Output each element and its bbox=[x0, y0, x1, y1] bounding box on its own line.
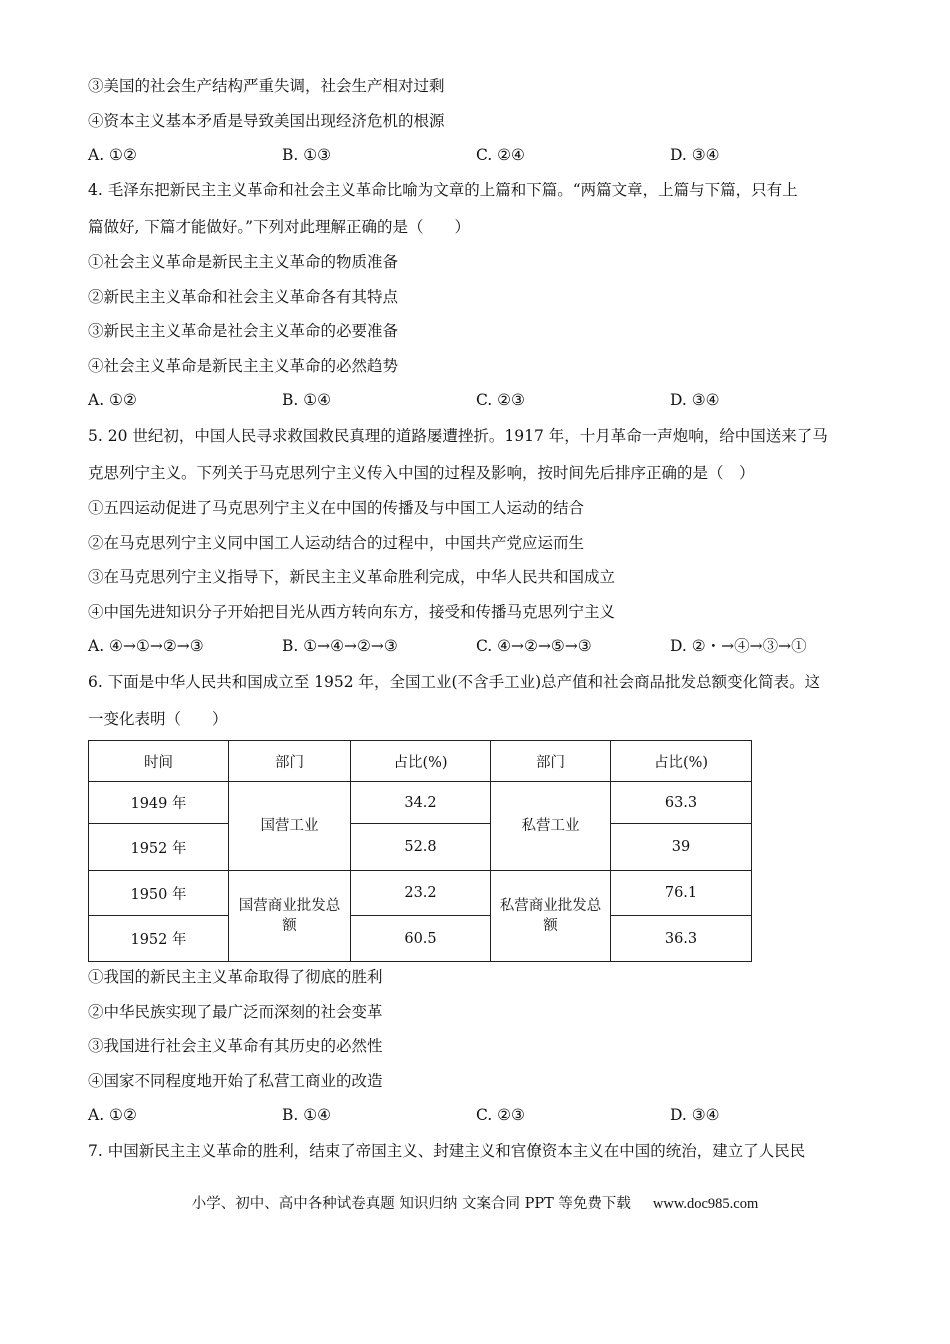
q5-option-d: D. ②・→④→③→① bbox=[670, 637, 807, 655]
q6-statement-3: ③我国进行社会主义革命有其历史的必然性 bbox=[88, 1037, 383, 1055]
q6-statement-2: ②中华民族实现了最广泛而深刻的社会变革 bbox=[88, 1003, 383, 1021]
q6-option-d: D. ③④ bbox=[670, 1106, 720, 1124]
year-cell: 1950 年 bbox=[89, 871, 229, 916]
q5-options bbox=[88, 636, 808, 656]
private-share-cell: 39 bbox=[611, 824, 752, 871]
q4-option-a: A. ①② bbox=[88, 391, 137, 409]
q4-statement-2: ②新民主主义革命和社会主义革命各有其特点 bbox=[88, 288, 399, 306]
q4-option-d: D. ③④ bbox=[670, 391, 720, 409]
dept-state-commerce bbox=[229, 871, 351, 962]
q3-statement-3: ③美国的社会生产结构严重失调，社会生产相对过剩 bbox=[88, 77, 445, 95]
year-cell: 1949 年 bbox=[89, 782, 229, 824]
q4-statement-3: ③新民主主义革命是社会主义革命的必要准备 bbox=[88, 322, 399, 340]
q3-options bbox=[88, 145, 808, 165]
header-share-state: 占比(%) bbox=[351, 741, 491, 782]
q3-option-b: B. ①③ bbox=[282, 146, 332, 164]
q5-option-c: C. ④→②→⑤→③ bbox=[476, 637, 592, 655]
dept-label: 国营工业 bbox=[260, 818, 319, 834]
footer-url[interactable]: www.doc985.com bbox=[652, 1196, 759, 1212]
dept-label: 私营工业 bbox=[521, 818, 580, 834]
q6-option-a: A. ①② bbox=[88, 1106, 137, 1124]
q4-stem-line1: 4. 毛泽东把新民主主义革命和社会主义革命比喻为文章的上篇和下篇。“两篇文章，上篇与下篇，只有上 bbox=[88, 181, 798, 199]
q5-statement-3: ③在马克思列宁主义指导下，新民主主义革命胜利完成，中华人民共和国成立 bbox=[88, 568, 616, 586]
q4-statement-1: ①社会主义革命是新民主主义革命的物质准备 bbox=[88, 253, 399, 271]
page-footer bbox=[0, 1192, 950, 1213]
year-cell: 1952 年 bbox=[89, 916, 229, 962]
header-share-private: 占比(%) bbox=[611, 741, 752, 782]
state-share-cell: 23.2 bbox=[351, 871, 491, 916]
q7-stem-line1: 7. 中国新民主主义革命的胜利，结束了帝国主义、封建主义和官僚资本主义在中国的统治，建立了人民民 bbox=[88, 1142, 806, 1160]
q5-statement-2: ②在马克思列宁主义同中国工人运动结合的过程中，中国共产党应运而生 bbox=[88, 534, 585, 552]
dept-private-commerce bbox=[491, 871, 611, 962]
q5-option-a: A. ④→①→②→③ bbox=[88, 637, 204, 655]
header-dept-state: 部门 bbox=[229, 741, 351, 782]
year-cell: 1952 年 bbox=[89, 824, 229, 871]
q6-stem-line2: 一变化表明（ ） bbox=[88, 710, 228, 728]
dept-label: 国营商业批发总额 bbox=[238, 898, 341, 934]
q5-option-b: B. ①→④→②→③ bbox=[282, 637, 398, 655]
q6-stem-line1: 6. 下面是中华人民共和国成立至 1952 年，全国工业(不含手工业)总产值和社会商品批发总额变化简表。这 bbox=[88, 673, 821, 691]
table-row bbox=[89, 871, 752, 916]
table-header-row bbox=[89, 741, 752, 782]
q5-statement-4: ④中国先进知识分子开始把目光从西方转向东方，接受和传播马克思列宁主义 bbox=[88, 603, 616, 621]
q4-statement-4: ④社会主义革命是新民主主义革命的必然趋势 bbox=[88, 357, 399, 375]
q6-option-c: C. ②③ bbox=[476, 1106, 525, 1124]
q6-statement-4: ④国家不同程度地开始了私营工商业的改造 bbox=[88, 1072, 383, 1090]
q6-option-b: B. ①④ bbox=[282, 1106, 332, 1124]
header-time: 时间 bbox=[89, 741, 229, 782]
private-share-cell: 76.1 bbox=[611, 871, 752, 916]
q3-option-a: A. ①② bbox=[88, 146, 137, 164]
header-dept-private: 部门 bbox=[491, 741, 611, 782]
table-row bbox=[89, 824, 752, 871]
q4-stem-line2: 篇做好, 下篇才能做好。”下列对此理解正确的是（ ） bbox=[88, 218, 471, 236]
q6-options bbox=[88, 1105, 808, 1125]
dept-state-industry bbox=[229, 782, 351, 871]
state-share-cell: 60.5 bbox=[351, 916, 491, 962]
q6-data-table bbox=[88, 740, 752, 962]
table-row bbox=[89, 782, 752, 824]
private-share-cell: 36.3 bbox=[611, 916, 752, 962]
q5-stem-line2: 克思列宁主义。下列关于马克思列宁主义传入中国的过程及影响，按时间先后排序正确的是（ ） bbox=[88, 464, 755, 482]
q4-options bbox=[88, 390, 808, 410]
footer-text: 小学、初中、高中各种试卷真题 知识归纳 文案合同 PPT 等免费下载 bbox=[191, 1196, 631, 1212]
dept-private-industry bbox=[491, 782, 611, 871]
state-share-cell: 34.2 bbox=[351, 782, 491, 824]
q3-option-d: D. ③④ bbox=[670, 146, 720, 164]
state-share-cell: 52.8 bbox=[351, 824, 491, 871]
table-row bbox=[89, 916, 752, 962]
private-share-cell: 63.3 bbox=[611, 782, 752, 824]
q3-option-c: C. ②④ bbox=[476, 146, 525, 164]
q4-option-c: C. ②③ bbox=[476, 391, 525, 409]
q4-option-b: B. ①④ bbox=[282, 391, 332, 409]
dept-label: 私营商业批发总额 bbox=[499, 898, 602, 934]
q6-statement-1: ①我国的新民主主义革命取得了彻底的胜利 bbox=[88, 968, 383, 986]
q5-statement-1: ①五四运动促进了马克思列宁主义在中国的传播及与中国工人运动的结合 bbox=[88, 499, 585, 517]
q3-statement-4: ④资本主义基本矛盾是导致美国出现经济危机的根源 bbox=[88, 112, 445, 130]
q5-stem-line1: 5. 20 世纪初，中国人民寻求救国救民真理的道路屡遭挫折。1917 年，十月革命一声炮响，给中国送来了马 bbox=[88, 427, 828, 445]
